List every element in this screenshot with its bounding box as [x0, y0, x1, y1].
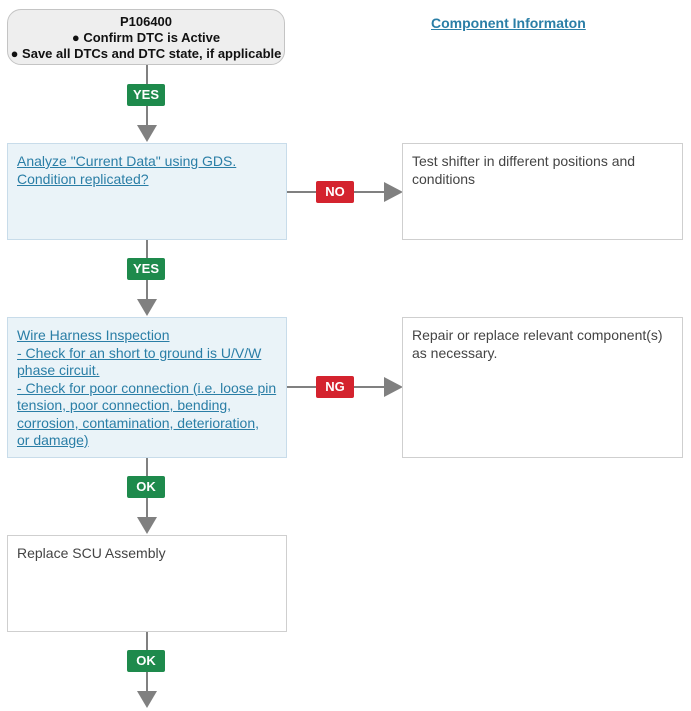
- step-box-analyze: [7, 143, 287, 240]
- poor-connection-link[interactable]: - Check for poor connection (i.e. loose pin: [17, 379, 277, 396]
- analyze-current-data-link[interactable]: Analyze "Current Data" using GDS.: [17, 153, 237, 169]
- condition-replicated-link[interactable]: Condition replicated?: [17, 170, 149, 187]
- no-box-text: Test shifter in different positions and: [412, 153, 636, 169]
- short-to-ground-link[interactable]: - Check for an short to ground is U/V/W: [17, 344, 262, 361]
- ng-box-text: as necessary.: [412, 344, 498, 361]
- ng-box-repair: [402, 317, 683, 458]
- dtc-code: P106400: [119, 14, 173, 29]
- step-box-wire-harness: [7, 317, 287, 458]
- arrow-down-icon: [137, 299, 157, 316]
- wire-harness-inspection-link[interactable]: Wire Harness Inspection: [17, 327, 170, 343]
- no-box-test-shifter: [402, 143, 683, 240]
- yes-badge: YES: [127, 84, 165, 106]
- short-to-ground-link[interactable]: phase circuit.: [17, 362, 100, 378]
- ok-badge: OK: [127, 650, 165, 672]
- poor-connection-link[interactable]: or damage): [17, 432, 89, 448]
- poor-connection-link[interactable]: corrosion, contamination, deterioration,: [17, 414, 260, 431]
- start-item-confirm: ● Confirm DTC is Active: [71, 30, 221, 45]
- arrow-down-icon: [137, 125, 157, 142]
- start-item-save: ● Save all DTCs and DTC state, if applicable: [10, 46, 282, 61]
- poor-connection-link[interactable]: tension, poor connection, bending,: [17, 397, 232, 413]
- ng-badge: NG: [316, 376, 354, 398]
- no-box-text: conditions: [412, 170, 476, 187]
- ng-box-text: Repair or replace relevant component(s): [412, 327, 663, 343]
- no-badge: NO: [316, 181, 354, 203]
- arrow-down-icon: [137, 691, 157, 708]
- replace-scu-text: Replace SCU Assembly: [17, 545, 166, 561]
- start-node: [7, 9, 285, 65]
- arrow-down-icon: [137, 517, 157, 534]
- step-box-replace-scu: [7, 535, 287, 632]
- arrow-right-icon: [384, 182, 403, 202]
- component-information-link[interactable]: Component Informaton: [431, 15, 586, 31]
- ok-badge: OK: [127, 476, 165, 498]
- yes-badge: YES: [127, 258, 165, 280]
- arrow-right-icon: [384, 377, 403, 397]
